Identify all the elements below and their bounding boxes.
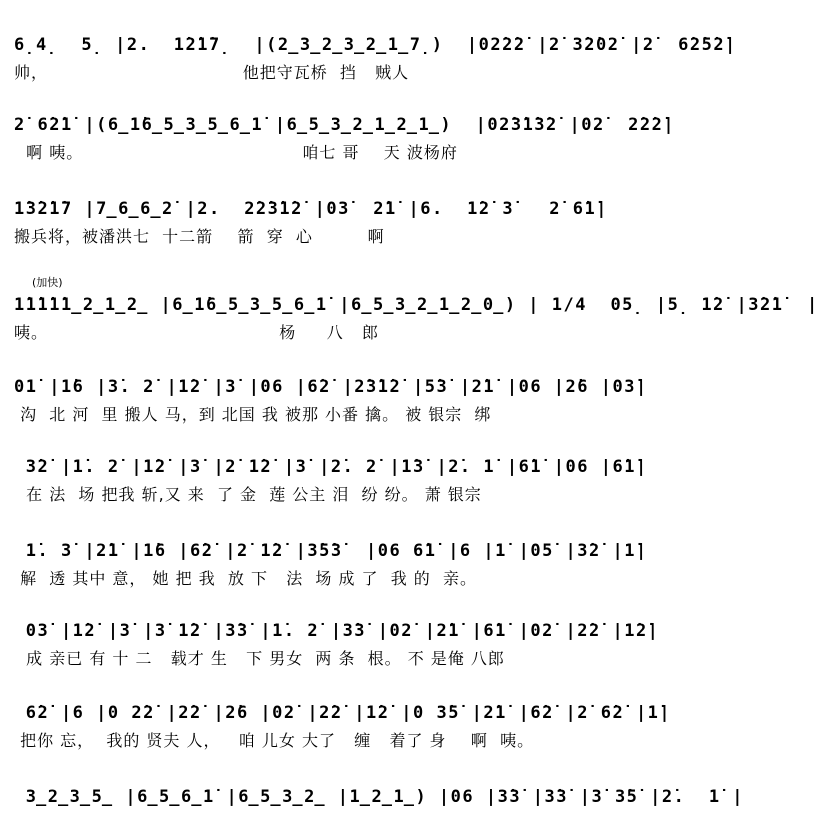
jianpu-notes: 3̲2̲3̲5̲ |6̲5̲6̲1̇ |6̲5̲3̲2̲ |1̲2̲1̲) |06 |3̇3̇ |3̇3̇ |3̇ 3̇5̇ |2̇. 1̇ | [14, 787, 745, 807]
jianpu-notes: 1̇. 3̇ |2̇1̇ |1̇6 |6̇2̇ |2̇ 1̇2̇ |3̇5̇3̇ |06 6̇1̇ |6 |1̇ |05̇ |3̇2̇ |1̇| [14, 541, 648, 561]
jianpu-notes: 1̇3̇2̇1̇7 |7̲6̲6̲2̇ |2. 2̇2̇3̇1̇2̇ |03̇ 2̇1̇ |6. 1̇2̇ 3̇ 2̇ 6̇1̇| [14, 199, 608, 219]
jianpu-notes: 6̣4̣ 5̣ |2. 1̇2̇1̇7̣ |(2̲3̲2̲3̲2̲1̲7̣) |02̇2̇2̇ |2̇ 3̇2̇02̇ |2̇ 6̇2̇5̇2̇| [14, 35, 737, 55]
jianpu-notes: 6̇2̇ |6 |0 2̇2̇ |2̇2̇ |2̇6 |02̇ |2̇2̇ |1̇2̇ |0 3̇5̇ |2̇1̇ |6̇2̇ |2̇ 6̇2̇ |1̇| [14, 703, 672, 723]
lyrics: 沟 北 河 里 搬人 马，到 北国 我 被那 小番 擒。 被 银宗 绑 [14, 405, 492, 424]
jianpu-notes: 01̇ |1̇6 |3̇. 2̇ |1̇2̇ |3̇ |06 |6̇2̇ |2̇3̇1̇2̇ |5̇3̇ |2̇1̇ |06 |2̇6 |03̇| [14, 377, 648, 397]
lyrics: 解 透 其中 意， 她 把 我 放 下 法 场 成 了 我 的 亲。 [14, 569, 477, 588]
jianpu-notes: 2̇ 6̇2̇1̇ |(6̲1̇6̲5̲3̲5̲6̲1̇ |6̲5̲3̲2̲1̲2̲1̲) |02̇3̇1̇3̇2̇ |02̇ 2̇2̇2̇| [14, 115, 676, 135]
jianpu-notes: 1̇1̇1̇1̇1̲2̲1̲2̲ |6̲1̇6̲5̲3̲5̲6̲1̇ |6̲5̲3̲2̲1̲2̲0̲) | 1/4 05̣ |5̣ 1̇2̇ |3̇2̇1̇ | [14, 295, 819, 315]
lyrics: 帅， 他把守瓦桥 挡 贼人 [14, 63, 410, 82]
lyrics: 搬兵将，被潘洪七 十二箭 箭 穿 心 啊 [14, 227, 385, 246]
lyrics: 咦。 杨 八 郎 [14, 323, 379, 342]
lyrics: 在 法 场 把我 斩,又 来 了 金 莲 公主 泪 纷 纷。 萧 银宗 [14, 485, 482, 504]
lyrics: 把你 忘， 我的 贤夫 人， 咱 儿女 大了 缠 着了 身 啊 咦。 [14, 731, 535, 750]
jianpu-notes: 03̇ |1̇2̇ |3̇ |3̇ 1̇2̇ |3̇3̇ |1̇. 2̇ |3̇3̇ |02̇ |2̇1̇ |6̇1̇ |02̇ |2̇2̇ |1̇2̇| [14, 621, 660, 641]
tempo-marking: (加快) [32, 276, 63, 289]
lyrics: 啊 咦。 咱七 哥 天 波杨府 [14, 143, 458, 162]
jianpu-notes: 3̇2̇ |1̇. 2̇ |1̇2̇ |3̇ |2̇ 1̇2̇ |3̇ |2̇. 2̇ |1̇3̇ |2̇. 1̇ |6̇1̇ |06 |6̇1̇| [14, 457, 648, 477]
lyrics: 成 亲已 有 十 二 载才 生 下 男女 两 条 根。 不 是俺 八郎 [14, 649, 505, 668]
